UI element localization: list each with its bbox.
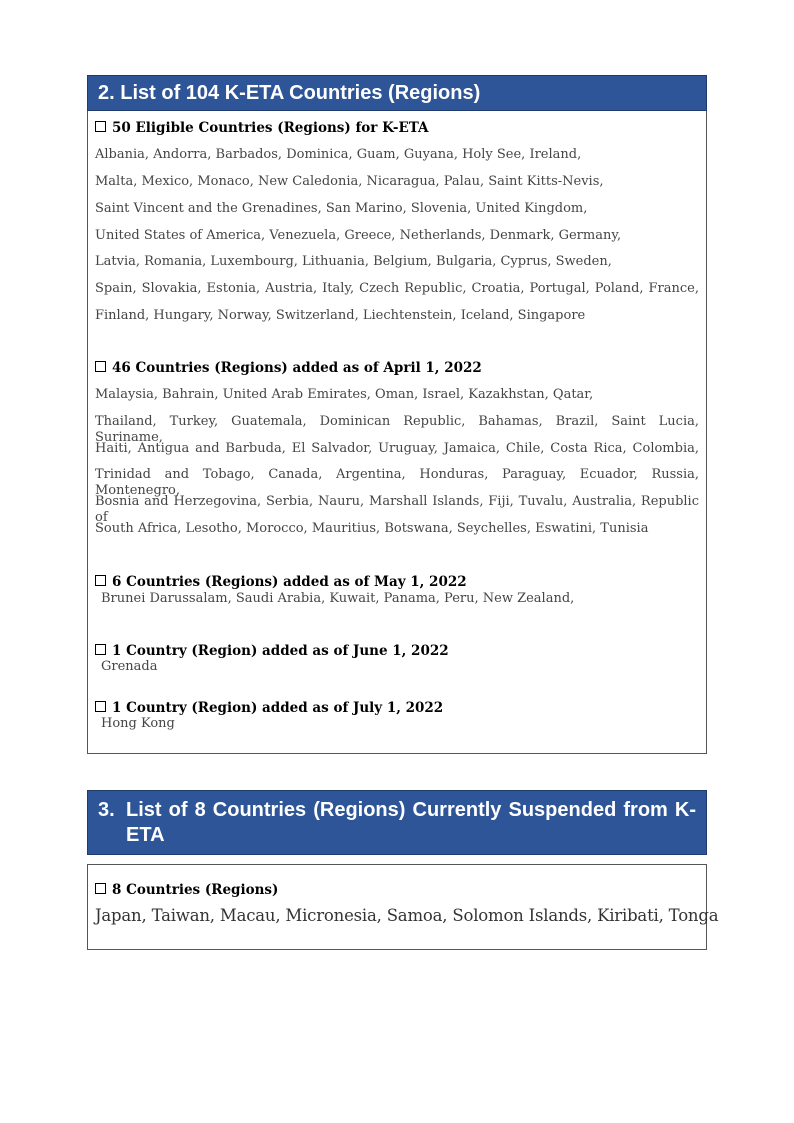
group-title-july: 1 Country (Region) added as of July 1, 2022 [95, 700, 443, 716]
country-list-line: Malta, Mexico, Monaco, New Caledonia, Nicaragua, Palau, Saint Kitts-Nevis, [95, 174, 604, 189]
group-title-suspended: 8 Countries (Regions) [95, 882, 278, 898]
checkbox-square-icon [95, 883, 106, 894]
section-3-header [87, 790, 707, 855]
checkbox-square-icon [95, 575, 106, 586]
group-title-june: 1 Country (Region) added as of June 1, 2022 [95, 643, 449, 659]
checkbox-square-icon [95, 701, 106, 712]
section-2-header [87, 75, 707, 111]
country-list-line: Trinidad and Tobago, Canada, Argentina, Honduras, Paraguay, Ecuador, Russia, Montenegro, [95, 467, 699, 498]
checkbox-square-icon [95, 121, 106, 132]
group-title-april: 46 Countries (Regions) added as of April 1, 2022 [95, 360, 482, 376]
country-list-line: Malaysia, Bahrain, United Arab Emirates, Oman, Israel, Kazakhstan, Qatar, [95, 387, 594, 402]
country-list-line: Thailand, Turkey, Guatemala, Dominican Republic, Bahamas, Brazil, Saint Lucia, Suriname, [95, 414, 699, 445]
country-list-line: Haiti, Antigua and Barbuda, El Salvador, Uruguay, Jamaica, Chile, Costa Rica, Colombia, [95, 441, 699, 456]
checkbox-square-icon [95, 361, 106, 372]
section-3-number: 3. [98, 799, 115, 821]
country-list-line: Saint Vincent and the Grenadines, San Marino, Slovenia, United Kingdom, [95, 201, 588, 216]
section-3-title: List of 8 Countries (Regions) Currently Suspended from K-ETA [126, 799, 696, 846]
suspended-country-list: Japan, Taiwan, Macau, Micronesia, Samoa, Solomon Islands, Kiribati, Tonga [95, 906, 719, 925]
country-list-line: Bosnia and Herzegovina, Serbia, Nauru, Marshall Islands, Fiji, Tuvalu, Australia, Republic of [95, 494, 699, 525]
group-title-eligible: 50 Eligible Countries (Regions) for K-ETA [95, 120, 429, 136]
checkbox-square-icon [95, 644, 106, 655]
country-list-line: Finland, Hungary, Norway, Switzerland, Liechtenstein, Iceland, Singapore [95, 308, 586, 323]
country-list-line: Brunei Darussalam, Saudi Arabia, Kuwait, Panama, Peru, New Zealand, [101, 591, 575, 606]
country-list-line: Latvia, Romania, Luxembourg, Lithuania, Belgium, Bulgaria, Cyprus, Sweden, [95, 254, 612, 269]
country-list-line: Albania, Andorra, Barbados, Dominica, Guam, Guyana, Holy See, Ireland, [95, 147, 582, 162]
country-list-line: United States of America, Venezuela, Greece, Netherlands, Denmark, Germany, [95, 228, 622, 243]
section-2-box [87, 111, 707, 754]
group-title-may: 6 Countries (Regions) added as of May 1, 2022 [95, 574, 467, 590]
section-2-title: 2. List of 104 K-ETA Countries (Regions) [98, 82, 481, 104]
country-list-line: Hong Kong [101, 716, 175, 731]
section-3-box [87, 864, 719, 950]
country-list-line: Spain, Slovakia, Estonia, Austria, Italy, Czech Republic, Croatia, Portugal, Poland, France, [95, 281, 699, 296]
country-list-line: South Africa, Lesotho, Morocco, Mauritius, Botswana, Seychelles, Eswatini, Tunisia [95, 521, 649, 536]
country-list-line: Grenada [101, 659, 158, 674]
